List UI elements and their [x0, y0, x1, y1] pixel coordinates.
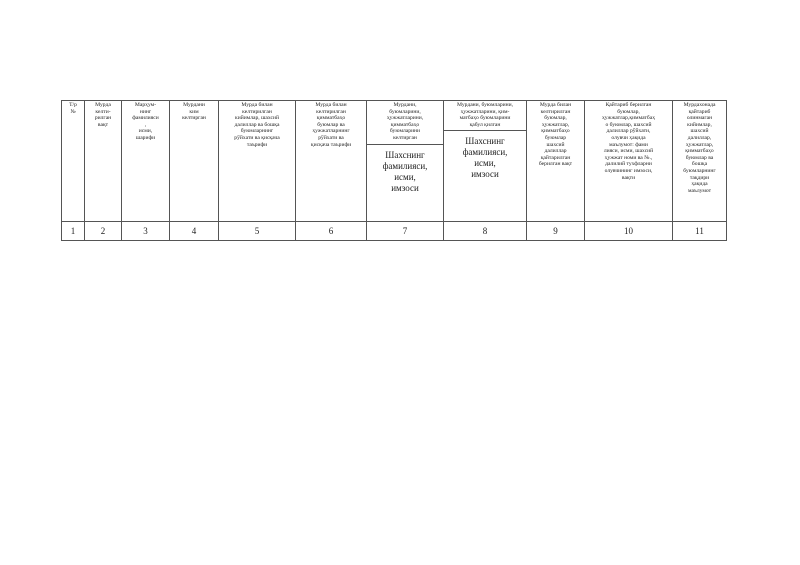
header-text-4: Мурдани ким келтирган [182, 102, 206, 122]
header-text-6: Мурда билан келтирилган қимматбаҳо буюмлар ва ҳужжатларнинг рўйхати ва қисқача таърифи [310, 102, 352, 148]
header-text-11: Мурдахонада қайтариб олинмаган кийимлар, шахсий далиллар, ҳужжатлар, қимматбаҳо буюмлар ва бошқа буюмларнинг тақдири ҳақида маълумот [683, 102, 716, 194]
header-cell-7 [367, 101, 444, 222]
header-subtext-8: Шахснинг фамилияси, исми, имзоси [462, 136, 508, 180]
header-text-3: Марҳум- нинг фамилияси , исми, шарифи [132, 102, 159, 141]
header-cell-5 [219, 101, 296, 222]
header-text-5: Мурда билан келтирилган кийимлар, шахсий далиллар ва бошқа буюмларнинг рўйхати ва қисқача таърифи [234, 102, 280, 148]
header-cell-4 [170, 101, 219, 222]
column-number: 2 [85, 222, 122, 241]
column-number: 7 [367, 222, 444, 241]
column-number: 11 [673, 222, 727, 241]
header-cell-9 [527, 101, 585, 222]
header-text-7: Мурдани, буюмларини, ҳужжатларини, қимматбаҳо буюмларини келтирган [386, 102, 424, 141]
column-number: 10 [585, 222, 673, 241]
column-number-row [62, 222, 727, 241]
header-subcell-8 [444, 130, 526, 180]
register-table [61, 100, 727, 241]
header-cell-11 [673, 101, 727, 222]
column-number: 3 [122, 222, 170, 241]
header-subtext-7: Шахснинг фамилияси, исми, имзоси [382, 149, 428, 193]
header-subcell-7 [367, 144, 443, 194]
column-number: 6 [296, 222, 367, 241]
header-cell-6 [296, 101, 367, 222]
column-number: 8 [444, 222, 527, 241]
column-number: 4 [170, 222, 219, 241]
header-text-1: Т/р № [69, 102, 77, 115]
header-text-2: Мурда келти- рилган вақт [94, 102, 112, 128]
column-number: 5 [219, 222, 296, 241]
header-text-8: Мурдани, буюмларини, ҳужжатларини, қим- матбаҳо буюмларини қабул қилган [457, 102, 513, 128]
header-cell-10 [585, 101, 673, 222]
header-cell-8 [444, 101, 527, 222]
header-row [62, 101, 727, 222]
header-cell-2 [85, 101, 122, 222]
header-cell-1 [62, 101, 85, 222]
column-number: 1 [62, 222, 85, 241]
header-text-9: Мурда билан келтирилган буюмлар, ҳужжатлар, қимматбаҳо буюмлар шахсий далиллар қайтарилган берилган вақт [538, 102, 573, 168]
header-text-10: Қайтариб берилган буюмлар, ҳужжатлар,қимматбаҳ о буюмлар, шахсий далиллар рўйхати, олувчи ҳақида маълумот: фами лияси, исми, шахсий ҳужжат номи ва №., далилий тухфларни олувчининг имзоси, вақти [601, 102, 656, 181]
column-number: 9 [527, 222, 585, 241]
header-cell-3 [122, 101, 170, 222]
